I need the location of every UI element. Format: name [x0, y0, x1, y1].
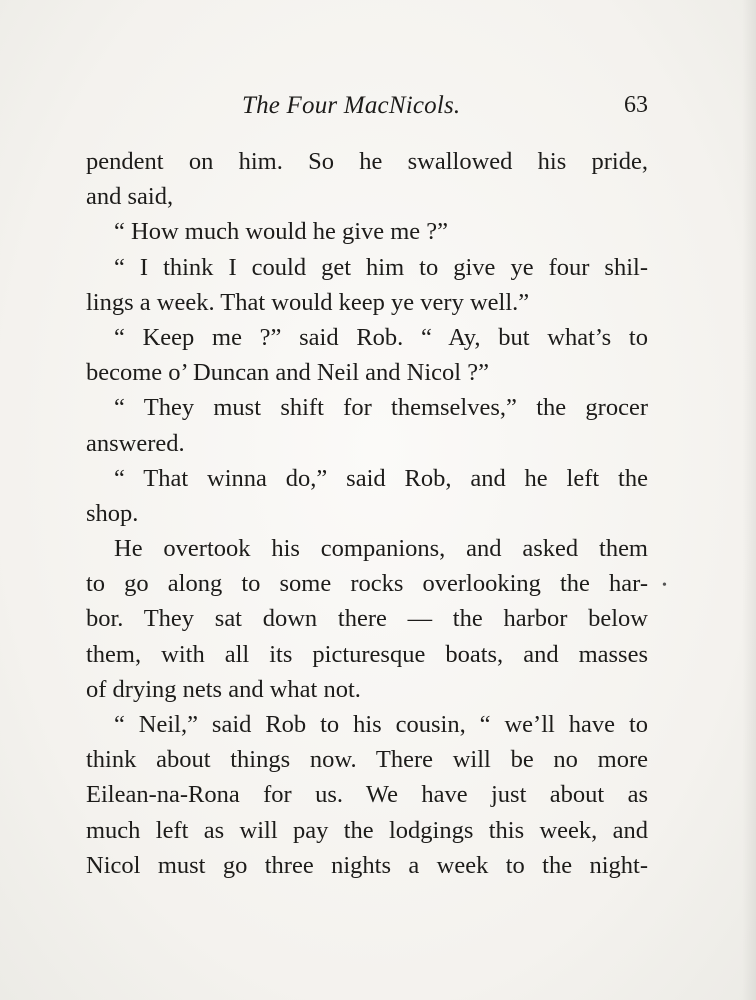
page-edge-shadow — [742, 0, 756, 1000]
text-line: think about things now. There will be no more — [86, 746, 648, 774]
running-head — [86, 92, 648, 126]
text-line: “ How much would he give me ?” — [114, 218, 449, 246]
text-line: answered. — [86, 429, 185, 457]
text-line: pendent on him. So he swallowed his pride, — [86, 148, 648, 175]
page-number: 63 — [624, 92, 648, 118]
body-text — [86, 144, 648, 883]
text-line: “ Neil,” said Rob to his cousin, “ we’ll have to — [114, 711, 648, 738]
text-line: “ I think I could get him to give ye four shil- — [114, 253, 648, 281]
text-line: lings a week. That would keep ye very well.” — [86, 288, 530, 316]
text-line: much left as will pay the lodgings this week, and — [86, 816, 648, 844]
text-line: become o’ Duncan and Neil and Nicol ?” — [86, 359, 489, 387]
text-line: He overtook his companions, and asked them — [114, 535, 648, 563]
text-line: “ They must shift for themselves,” the grocer — [114, 394, 648, 422]
text-line: bor. They sat down there — the harbor below — [86, 605, 648, 633]
running-title: The Four MacNicols. — [242, 92, 461, 119]
text-line: “ Keep me ?” said Rob. “ Ay, but what’s to — [114, 323, 648, 351]
text-line: to go along to some rocks overlooking the har- — [86, 570, 648, 598]
text-line: and said, — [86, 183, 174, 211]
text-line: them, with all its picturesque boats, and masses — [86, 640, 648, 668]
text-line: “ That winna do,” said Rob, and he left the — [114, 464, 648, 492]
stray-ink-dot: • — [662, 578, 667, 593]
text-line: shop. — [86, 499, 139, 527]
text-line: of drying nets and what not. — [86, 675, 361, 703]
text-line: Nicol must go three nights a week to the night- — [86, 851, 648, 879]
text-line: Eilean-na-Rona for us. We have just about as — [86, 781, 648, 809]
